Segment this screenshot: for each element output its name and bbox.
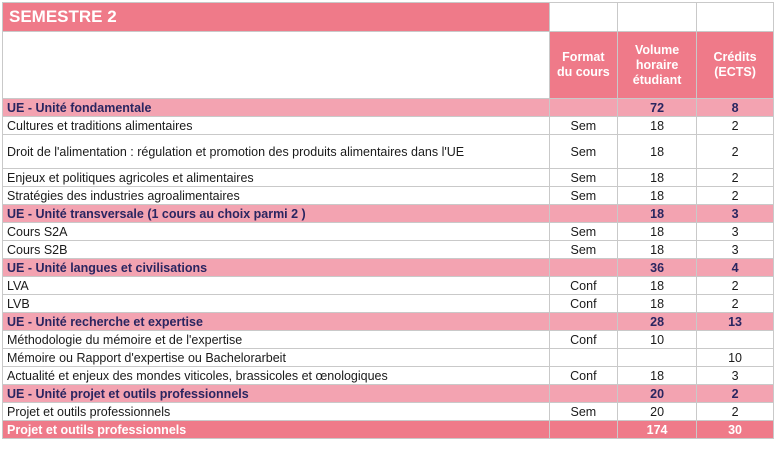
- volume-cell: 18: [618, 169, 697, 187]
- format-cell: Sem: [549, 169, 617, 187]
- format-cell: Sem: [549, 403, 617, 421]
- row-label: UE - Unité projet et outils professionnels: [3, 385, 550, 403]
- ue-row: [3, 313, 774, 331]
- credits-cell: 2: [697, 385, 774, 403]
- title-empty-cell: [697, 3, 774, 32]
- row-label: Droit de l'alimentation : régulation et promotion des produits alimentaires dans l'UE: [3, 135, 550, 169]
- header-empty-cell: [3, 32, 550, 99]
- volume-cell: 20: [618, 403, 697, 421]
- credits-cell: 2: [697, 169, 774, 187]
- volume-cell: 18: [618, 117, 697, 135]
- format-cell: Conf: [549, 331, 617, 349]
- row-label: Cultures et traditions alimentaires: [3, 117, 550, 135]
- ue-row: [3, 385, 774, 403]
- credits-cell: 8: [697, 99, 774, 117]
- course-row: [3, 403, 774, 421]
- course-row: [3, 169, 774, 187]
- row-label: UE - Unité fondamentale: [3, 99, 550, 117]
- course-row: [3, 295, 774, 313]
- format-cell: Sem: [549, 187, 617, 205]
- format-cell: Conf: [549, 367, 617, 385]
- volume-cell: 18: [618, 241, 697, 259]
- format-cell: [549, 259, 617, 277]
- row-label: Actualité et enjeux des mondes viticoles, brassicoles et œnologiques: [3, 367, 550, 385]
- row-label: Projet et outils professionnels: [3, 403, 550, 421]
- format-cell: [549, 205, 617, 223]
- credits-cell: 3: [697, 367, 774, 385]
- semester-title: SEMESTRE 2: [3, 3, 550, 32]
- course-row: [3, 367, 774, 385]
- volume-cell: 18: [618, 367, 697, 385]
- credits-cell: 2: [697, 117, 774, 135]
- course-row: [3, 135, 774, 169]
- volume-cell: 10: [618, 331, 697, 349]
- row-label: LVA: [3, 277, 550, 295]
- row-label: Mémoire ou Rapport d'expertise ou Bachelorarbeit: [3, 349, 550, 367]
- course-row: [3, 117, 774, 135]
- ue-row: [3, 259, 774, 277]
- volume-cell: 18: [618, 135, 697, 169]
- credits-cell: 2: [697, 187, 774, 205]
- format-cell: [549, 385, 617, 403]
- header-row: [3, 32, 774, 99]
- volume-header: Volume horaire étudiant: [618, 32, 697, 99]
- format-cell: Sem: [549, 135, 617, 169]
- row-label: UE - Unité recherche et expertise: [3, 313, 550, 331]
- format-cell: [549, 313, 617, 331]
- credits-cell: 10: [697, 349, 774, 367]
- credits-cell: [697, 331, 774, 349]
- course-row: [3, 187, 774, 205]
- credits-cell: 2: [697, 295, 774, 313]
- volume-cell: 36: [618, 259, 697, 277]
- row-label: UE - Unité langues et civilisations: [3, 259, 550, 277]
- ue-row: [3, 99, 774, 117]
- row-label: Cours S2A: [3, 223, 550, 241]
- row-label: Méthodologie du mémoire et de l'expertise: [3, 331, 550, 349]
- row-label: Enjeux et politiques agricoles et alimentaires: [3, 169, 550, 187]
- row-label: LVB: [3, 295, 550, 313]
- course-row: [3, 223, 774, 241]
- credits-cell: 2: [697, 277, 774, 295]
- format-cell: Sem: [549, 241, 617, 259]
- row-label: Projet et outils professionnels: [3, 421, 550, 439]
- format-cell: Conf: [549, 277, 617, 295]
- format-cell: [549, 99, 617, 117]
- format-header: Format du cours: [549, 32, 617, 99]
- credits-cell: 3: [697, 223, 774, 241]
- volume-cell: 18: [618, 205, 697, 223]
- course-row: [3, 277, 774, 295]
- title-empty-cell: [549, 3, 617, 32]
- total-row: [3, 421, 774, 439]
- credits-cell: 2: [697, 135, 774, 169]
- volume-cell: 18: [618, 295, 697, 313]
- course-row: [3, 241, 774, 259]
- credits-cell: 3: [697, 205, 774, 223]
- credits-cell: 3: [697, 241, 774, 259]
- format-cell: [549, 421, 617, 439]
- semester-table: [2, 2, 774, 439]
- course-row: [3, 331, 774, 349]
- volume-cell: 20: [618, 385, 697, 403]
- volume-cell: 18: [618, 277, 697, 295]
- credits-cell: 4: [697, 259, 774, 277]
- volume-cell: 72: [618, 99, 697, 117]
- format-cell: Conf: [549, 295, 617, 313]
- format-cell: Sem: [549, 223, 617, 241]
- semester-table-body: [3, 3, 774, 439]
- row-label: Stratégies des industries agroalimentaires: [3, 187, 550, 205]
- credits-cell: 30: [697, 421, 774, 439]
- format-cell: Sem: [549, 117, 617, 135]
- volume-cell: 18: [618, 223, 697, 241]
- row-label: Cours S2B: [3, 241, 550, 259]
- row-label: UE - Unité transversale (1 cours au choix parmi 2 ): [3, 205, 550, 223]
- credits-header: Crédits (ECTS): [697, 32, 774, 99]
- volume-cell: 174: [618, 421, 697, 439]
- ue-row: [3, 205, 774, 223]
- volume-cell: 28: [618, 313, 697, 331]
- volume-cell: 18: [618, 187, 697, 205]
- credits-cell: 2: [697, 403, 774, 421]
- title-row: [3, 3, 774, 32]
- credits-cell: 13: [697, 313, 774, 331]
- format-cell: [549, 349, 617, 367]
- volume-cell: [618, 349, 697, 367]
- course-row: [3, 349, 774, 367]
- title-empty-cell: [618, 3, 697, 32]
